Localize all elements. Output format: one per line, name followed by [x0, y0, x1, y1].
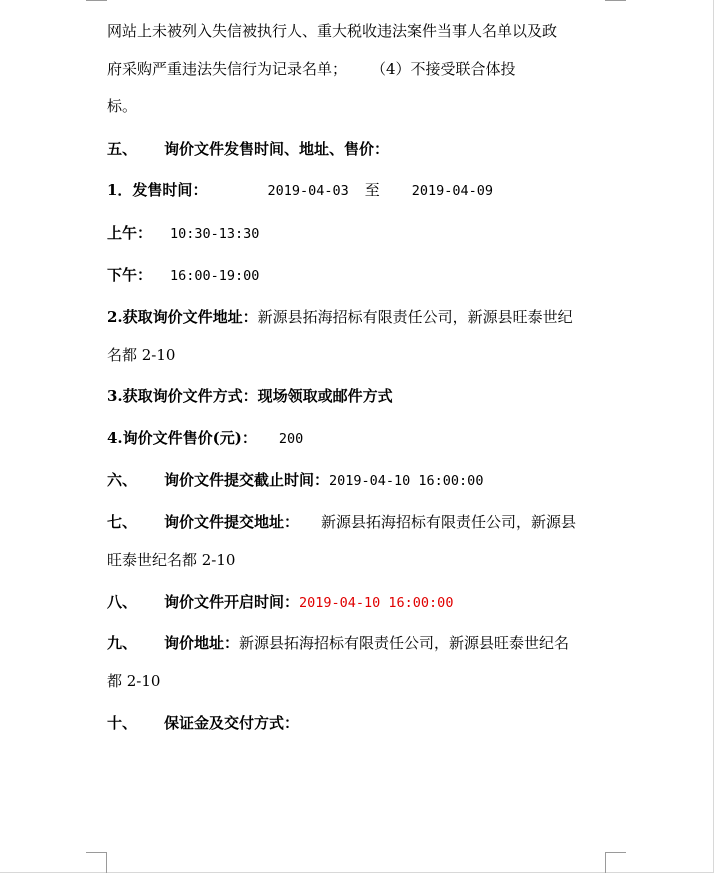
paragraph-text: 网站上未被列入失信被执行人、重大税收违法案件当事人名单以及政 — [107, 22, 558, 40]
section-number: 五、 — [107, 140, 138, 158]
corner-mark-top-left — [86, 0, 107, 1]
address-value: 新源县拓海招标有限责任公司，新源县旺泰世纪 — [257, 308, 573, 326]
price-row — [107, 428, 303, 449]
sale-time-row — [107, 180, 493, 201]
section-8-row — [107, 592, 453, 613]
price-value: 200 — [278, 431, 304, 447]
section-9-row-2 — [107, 671, 160, 691]
section-number: 九、 — [107, 634, 138, 652]
submit-address-value: 新源县拓海招标有限责任公司，新源县 — [321, 513, 577, 531]
section-title: 询价文件提交地址： — [164, 513, 300, 531]
inquiry-address-value-continued: 都 2-10 — [107, 672, 161, 690]
section-number: 八、 — [107, 593, 138, 611]
paragraph-line-2 — [107, 59, 516, 79]
submit-address-value-continued: 旺泰世纪名都 2-10 — [107, 551, 236, 569]
paragraph-text: 标。 — [107, 97, 138, 115]
morning-time: 10:30-13:30 — [170, 226, 260, 242]
section-number: 十、 — [107, 714, 138, 732]
sale-time-label: 1．发售时间： — [107, 181, 208, 199]
morning-row — [107, 223, 259, 244]
sale-start-date: 2019-04-03 — [267, 183, 349, 199]
section-6-row — [107, 470, 483, 491]
section-7-row-1 — [107, 512, 576, 532]
corner-mark-top-right — [605, 0, 626, 1]
sale-end-date: 2019-04-09 — [411, 183, 494, 199]
section-title: 保证金及交付方式： — [164, 714, 300, 732]
afternoon-row — [107, 265, 259, 286]
address-row-1 — [107, 307, 573, 327]
address-row-2 — [107, 345, 175, 365]
deadline-value: 2019-04-10 16:00:00 — [329, 473, 484, 489]
section-title: 询价地址： — [164, 634, 240, 652]
method-label: 3.获取询价文件方式： — [107, 387, 258, 405]
section-title: 询价文件发售时间、地址、售价： — [164, 140, 390, 158]
afternoon-label: 下午： — [107, 266, 153, 284]
section-5-heading — [107, 139, 389, 159]
corner-mark-bottom-left — [86, 852, 107, 873]
section-9-row-1 — [107, 633, 569, 653]
method-row — [107, 386, 393, 406]
section-title: 询价文件开启时间： — [164, 593, 300, 611]
paragraph-line-3 — [107, 96, 137, 116]
address-label: 2.获取询价文件地址： — [107, 308, 258, 326]
section-title: 询价文件提交截止时间： — [164, 471, 330, 489]
inquiry-address-value: 新源县拓海招标有限责任公司，新源县旺泰世纪名 — [239, 634, 570, 652]
afternoon-time: 16:00-19:00 — [170, 268, 260, 284]
method-value: 现场领取或邮件方式 — [257, 387, 393, 405]
price-label: 4.询价文件售价(元)： — [107, 429, 257, 447]
paragraph-line-1 — [107, 21, 557, 41]
morning-label: 上午： — [107, 224, 153, 242]
paragraph-text-clause4: （4）不接受联合体投 — [371, 60, 516, 78]
corner-mark-bottom-right — [605, 852, 626, 873]
paragraph-text: 府采购严重违法失信行为记录名单； — [107, 60, 348, 78]
section-7-row-2 — [107, 550, 235, 570]
sale-date-separator: 至 — [364, 181, 380, 199]
section-10-heading — [107, 713, 299, 733]
opening-time-value: 2019-04-10 16:00:00 — [299, 595, 454, 611]
section-number: 六、 — [107, 471, 138, 489]
section-number: 七、 — [107, 513, 138, 531]
address-value-continued: 名都 2-10 — [107, 346, 176, 364]
